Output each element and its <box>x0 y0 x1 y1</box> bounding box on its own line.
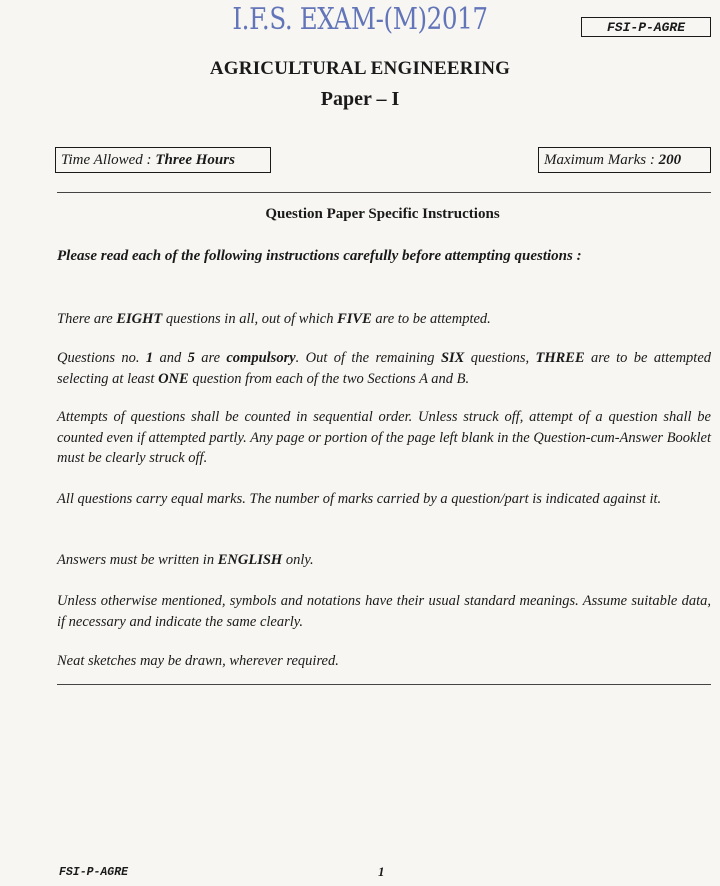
instructions-title: Question Paper Specific Instructions <box>265 206 500 222</box>
subject-title: AGRICULTURAL ENGINEERING <box>209 58 511 79</box>
divider-bottom <box>57 684 711 685</box>
time-label: Time Allowed : <box>61 152 156 168</box>
marks-label: Maximum Marks : <box>544 152 659 168</box>
footer-paper-code: FSI-P-AGRE <box>59 866 129 879</box>
instruction-sketches: Neat sketches may be drawn, wherever required. <box>57 653 339 669</box>
marks-value: 200 <box>658 152 682 168</box>
maximum-marks-box <box>538 147 711 173</box>
exam-stamp: I.F.S. EXAM-(M)2017 <box>232 2 488 37</box>
instructions-lead: Please read each of the following instructions carefully before attempting questions : <box>57 248 582 264</box>
instruction-symbols: Unless otherwise mentioned, symbols and notations have their usual standard meanings. Assume suitable data, if necessary and indicate the same clearly. <box>57 593 711 630</box>
page-number: 1 <box>378 864 385 879</box>
instruction-sequential: Attempts of questions shall be counted in sequential order. Unless struck off, attempt of a question shall be counted even if attempted partly. Any page or portion of the page left blank in the Question-cum-Answer Booklet must be clearly struck off. <box>57 409 711 466</box>
time-value: Three Hours <box>155 152 235 168</box>
instruction-compulsory: Questions no. 1 and 5 are compulsory. Out of the remaining SIX questions, THREE are to be attempted selecting at least ONE question from each of the two Sections A and B. <box>57 350 712 387</box>
paper-code-box: FSI-P-AGRE <box>581 17 711 37</box>
time-allowed-box <box>55 147 271 173</box>
paper-title: Paper – I <box>320 88 400 110</box>
instruction-questions-count: There are EIGHT questions in all, out of which FIVE are to be attempted. <box>57 311 491 327</box>
instruction-equal-marks: All questions carry equal marks. The number of marks carried by a question/part is indicated against it. <box>57 491 662 507</box>
instruction-language: Answers must be written in ENGLISH only. <box>57 552 314 568</box>
divider-top <box>57 192 711 193</box>
